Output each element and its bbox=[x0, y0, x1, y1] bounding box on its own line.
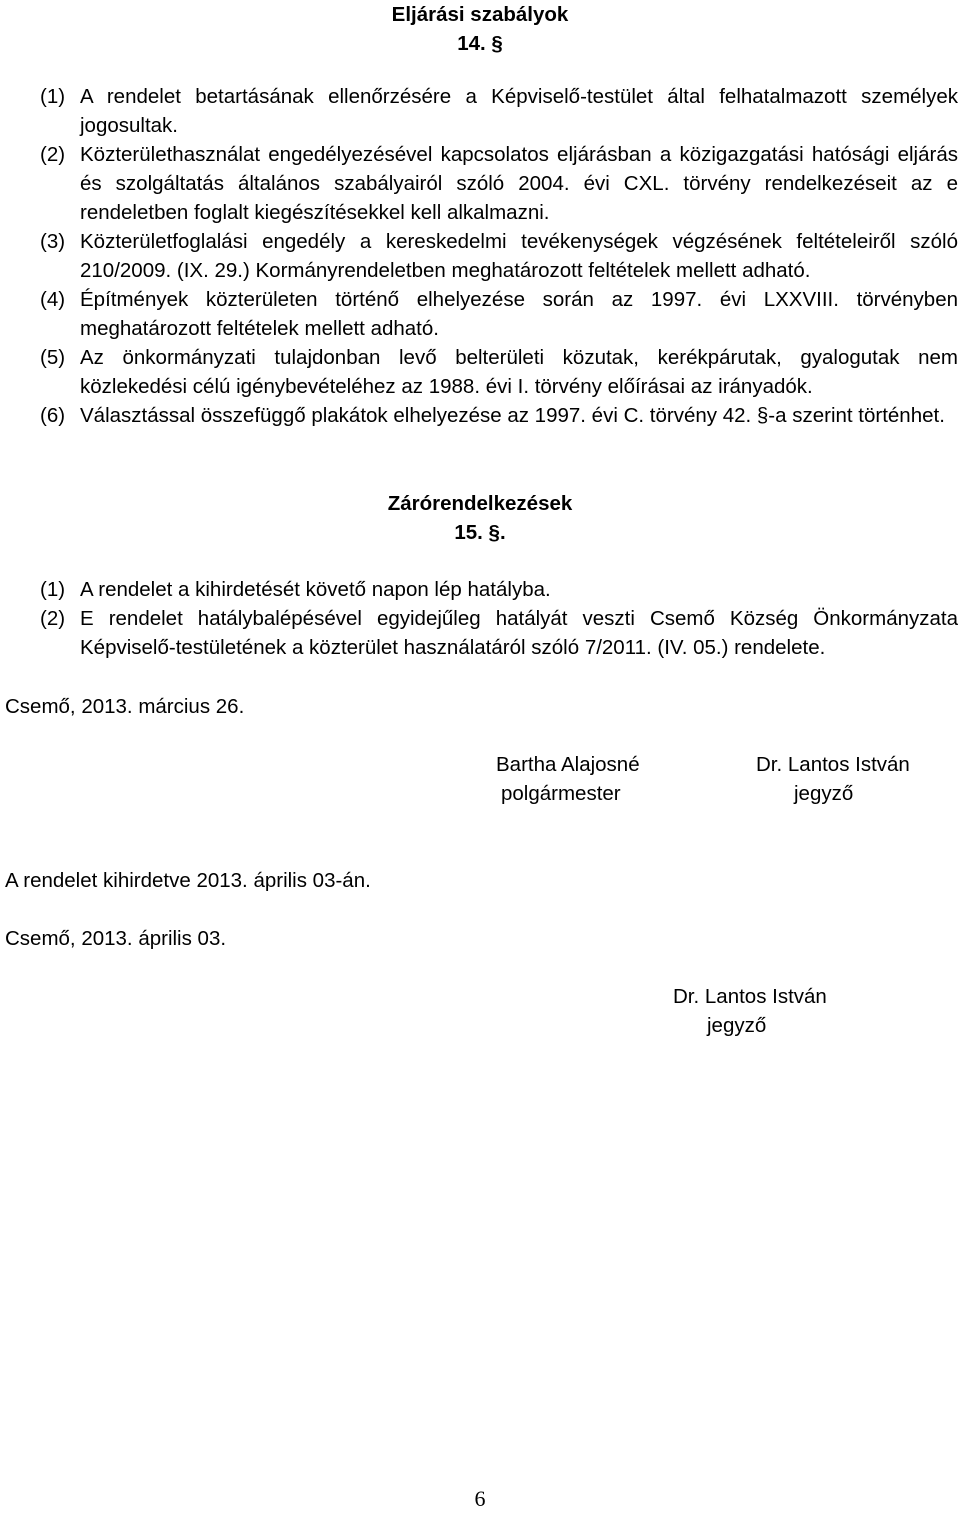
paragraph-text: Az önkormányzati tulajdonban levő belterületi közutak, kerékpárutak, gyalogutak nem közlekedési célú igénybevételéhez az 1988. évi I. törvény előírásai az irányadók. bbox=[80, 346, 958, 398]
paragraph bbox=[0, 343, 958, 401]
paragraph-text: Közterülethasználat engedélyezésével kapcsolatos eljárásban a közigazgatási hatósági eljárás és szolgáltatás általános szabályairól szóló 2004. évi CXL. törvény rendelkezéseit az e rendeletben foglalt kiegészítésekkel kell alkalmazni. bbox=[80, 143, 958, 224]
paragraph-text: A rendelet a kihirdetését követő napon lép hatályba. bbox=[80, 578, 551, 601]
paragraph-number: (2) bbox=[40, 607, 66, 630]
paragraph-number: (3) bbox=[40, 230, 66, 253]
paragraph bbox=[0, 227, 958, 285]
section-title: Eljárási szabályok bbox=[391, 3, 569, 26]
paragraph-number: (6) bbox=[40, 404, 66, 427]
paragraph-number: (5) bbox=[40, 346, 66, 369]
paragraph-text: Közterületfoglalási engedély a kereskedelmi tevékenységek végzésének feltételeiről szóló 210/2009. (IX. 29.) Kormányrendeletben meghatározott feltételek mellett adható. bbox=[80, 230, 958, 282]
place-date: Csemő, 2013. április 03. bbox=[5, 927, 227, 950]
paragraph bbox=[0, 140, 958, 227]
signature-name: Dr. Lantos István bbox=[756, 753, 910, 776]
promulgation-note: A rendelet kihirdetve 2013. április 03-án. bbox=[5, 869, 371, 892]
paragraph-number: (4) bbox=[40, 288, 66, 311]
signature-role: polgármester bbox=[501, 782, 621, 805]
signature-name: Dr. Lantos István bbox=[673, 985, 827, 1008]
paragraph bbox=[0, 401, 958, 430]
paragraph-text: Választással összefüggő plakátok elhelyezése az 1997. évi C. törvény 42. §-a szerint történhet. bbox=[80, 404, 945, 427]
paragraph-text: Építmények közterületen történő elhelyezése során az 1997. évi LXXVIII. törvényben meghatározott feltételek mellett adható. bbox=[80, 288, 958, 340]
paragraph bbox=[0, 285, 958, 343]
paragraph-number: (2) bbox=[40, 143, 66, 166]
paragraph bbox=[0, 82, 958, 140]
signature-role: jegyző bbox=[707, 1014, 767, 1037]
place-date: Csemő, 2013. március 26. bbox=[5, 695, 245, 718]
signature-name: Bartha Alajosné bbox=[496, 753, 640, 776]
section-number: 14. § bbox=[457, 32, 503, 55]
paragraph-text: E rendelet hatálybalépésével egyidejűleg hatályát veszti Csemő Község Önkormányzata Képviselő-testületének a közterület használatáról szóló 7/2011. (IV. 05.) rendelete. bbox=[80, 607, 958, 659]
paragraph bbox=[0, 575, 958, 604]
paragraph bbox=[0, 604, 958, 662]
signature-role: jegyző bbox=[794, 782, 854, 805]
section-title: Zárórendelkezések bbox=[387, 492, 573, 515]
page-number: 6 bbox=[474, 1486, 486, 1511]
paragraph-text: A rendelet betartásának ellenőrzésére a Képviselő-testület által felhatalmazott személyek jogosultak. bbox=[80, 85, 958, 137]
paragraph-number: (1) bbox=[40, 85, 66, 108]
paragraph-number: (1) bbox=[40, 578, 66, 601]
section-number: 15. §. bbox=[454, 521, 506, 544]
